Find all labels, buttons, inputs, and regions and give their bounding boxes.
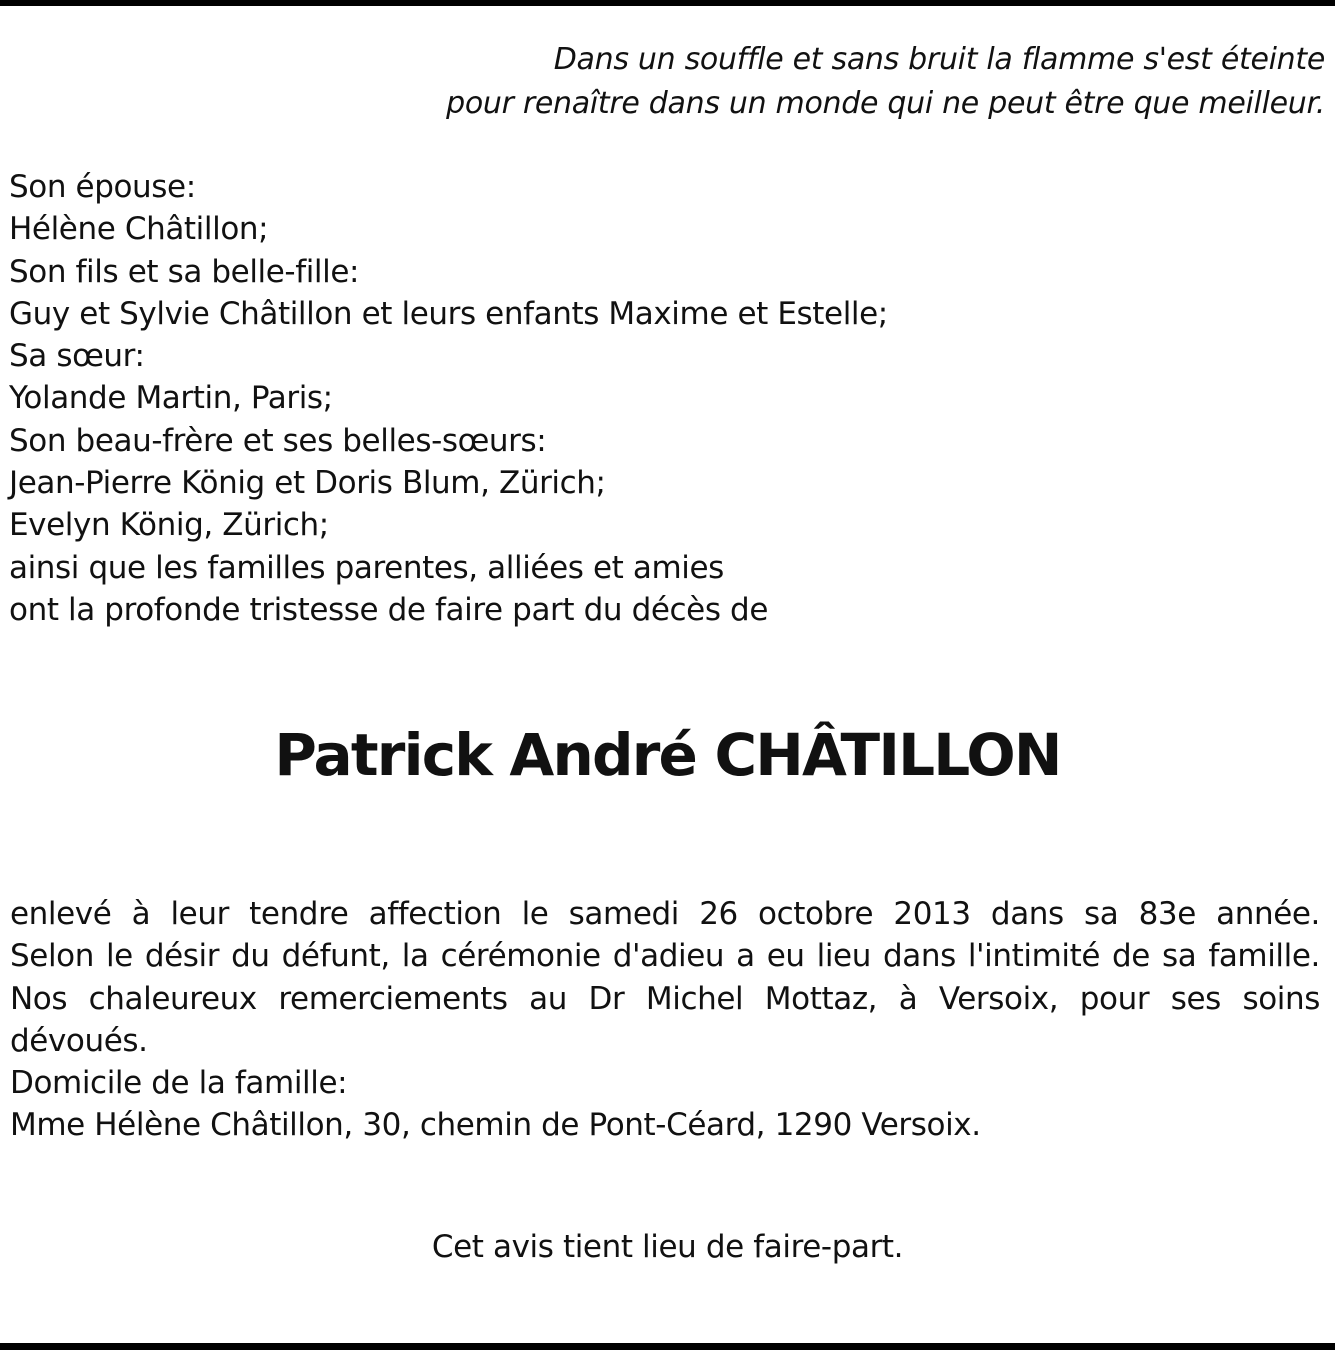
family-line: Jean-Pierre König et Doris Blum, Zürich; — [9, 465, 606, 502]
family-line: Evelyn König, Zürich; — [9, 507, 329, 544]
domicile-label: Domicile de la famille: — [10, 1065, 348, 1102]
closing-note: Cet avis tient lieu de faire-part. — [431, 1229, 904, 1265]
domicile-address: Mme Hélène Châtillon, 30, chemin de Pont-Céard, 1290 Versoix. — [10, 1107, 981, 1144]
top-rule — [0, 0, 1335, 6]
family-line: Son beau-frère et ses belles-sœurs: — [9, 422, 547, 459]
family-list — [9, 166, 888, 631]
family-line: Hélène Châtillon; — [9, 211, 269, 248]
family-line: Son fils et sa belle-fille: — [9, 253, 360, 290]
notice-paragraph: enlevé à leur tendre affection le samedi 26 octobre 2013 dans sa 83e année. — [10, 896, 1320, 932]
family-line: Guy et Sylvie Châtillon et leurs enfants Maxime et Estelle; — [9, 295, 888, 332]
bottom-rule — [0, 1343, 1335, 1350]
epigraph-line: pour renaître dans un monde qui ne peut être que meilleur. — [446, 86, 1325, 121]
epigraph-line: Dans un souffle et sans bruit la flamme s'est éteinte — [553, 42, 1325, 77]
notice-paragraph: Selon le désir du défunt, la cérémonie d'adieu a eu lieu dans l'intimité de sa famille. — [10, 938, 1320, 975]
family-line: Son épouse: — [9, 169, 196, 205]
family-line: ainsi que les familles parentes, alliées et amies — [9, 549, 724, 586]
family-line: Sa sœur: — [9, 338, 145, 375]
family-line: Yolande Martin, Paris; — [9, 380, 333, 417]
epigraph — [446, 38, 1325, 126]
family-line: ont la profonde tristesse de faire part du décès de — [9, 591, 768, 628]
notice-body — [10, 893, 1320, 1147]
deceased-name: Patrick André CHÂTILLON — [274, 721, 1061, 789]
notice-paragraph: Nos chaleureux remerciements au Dr Michel Mottaz, à Versoix, pour ses soins dévoués. — [10, 980, 1320, 1059]
